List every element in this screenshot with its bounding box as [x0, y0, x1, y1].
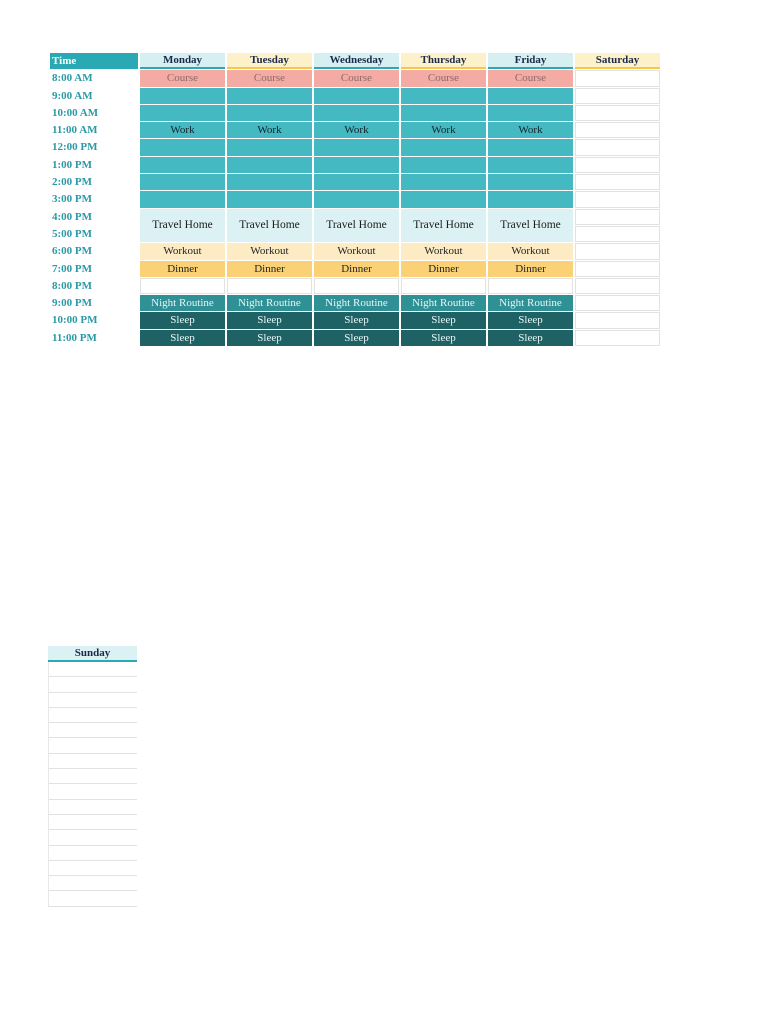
- workout-cell[interactable]: Workout: [488, 243, 573, 259]
- work-cell[interactable]: [401, 157, 486, 173]
- sunday-cell[interactable]: [48, 662, 137, 677]
- sunday-column: [48, 646, 137, 907]
- workout-cell[interactable]: Workout: [140, 243, 225, 259]
- empty-cell[interactable]: [575, 330, 660, 346]
- travel-cell[interactable]: Travel Home: [314, 209, 399, 243]
- night-routine-cell[interactable]: Night Routine: [140, 295, 225, 311]
- work-cell[interactable]: [401, 139, 486, 155]
- sunday-cell[interactable]: [48, 769, 137, 784]
- work-cell[interactable]: [401, 105, 486, 121]
- time-label[interactable]: 5:00 PM: [52, 227, 93, 240]
- time-row-8am: [50, 70, 660, 86]
- work-cell[interactable]: [314, 191, 399, 207]
- work-cell[interactable]: [488, 191, 573, 207]
- work-cell[interactable]: [401, 174, 486, 190]
- dinner-cell[interactable]: Dinner: [227, 261, 312, 277]
- empty-cell[interactable]: [140, 278, 225, 294]
- sunday-cell[interactable]: [48, 891, 137, 906]
- day-header-thursday[interactable]: Thursday: [401, 53, 486, 69]
- time-row-6pm: [50, 243, 660, 259]
- work-cell[interactable]: [488, 174, 573, 190]
- sleep-cell[interactable]: Sleep: [140, 312, 225, 328]
- work-cell[interactable]: [227, 174, 312, 190]
- night-routine-cell[interactable]: Night Routine: [401, 295, 486, 311]
- sunday-cell[interactable]: [48, 738, 137, 753]
- work-cell[interactable]: [314, 174, 399, 190]
- sleep-cell[interactable]: Sleep: [314, 312, 399, 328]
- empty-cell[interactable]: [575, 157, 660, 173]
- sunday-cell[interactable]: [48, 800, 137, 815]
- time-label[interactable]: 7:00 PM: [52, 262, 93, 275]
- time-label[interactable]: 6:00 PM: [52, 245, 93, 258]
- empty-cell[interactable]: [575, 209, 660, 225]
- sunday-cell[interactable]: [48, 708, 137, 723]
- time-row-11am: [50, 122, 660, 138]
- time-label[interactable]: 2:00 PM: [52, 176, 93, 189]
- time-label[interactable]: 9:00 PM: [52, 297, 93, 310]
- dinner-cell[interactable]: Dinner: [314, 261, 399, 277]
- day-header-wednesday[interactable]: Wednesday: [314, 53, 399, 69]
- work-cell[interactable]: [227, 191, 312, 207]
- sunday-cell[interactable]: [48, 677, 137, 692]
- travel-cell[interactable]: Travel Home: [488, 209, 573, 243]
- course-cell[interactable]: Course: [227, 70, 312, 86]
- time-row-7pm: [50, 261, 660, 277]
- sunday-cell[interactable]: [48, 861, 137, 876]
- dinner-cell[interactable]: Dinner: [401, 261, 486, 277]
- time-row-4pm: [50, 209, 660, 225]
- time-label[interactable]: 11:00 PM: [52, 331, 97, 344]
- time-row-1pm: [50, 157, 660, 173]
- time-row-12pm: [50, 139, 660, 155]
- empty-cell[interactable]: [575, 261, 660, 277]
- dinner-cell[interactable]: Dinner: [140, 261, 225, 277]
- sleep-cell[interactable]: Sleep: [488, 312, 573, 328]
- empty-cell[interactable]: [575, 312, 660, 328]
- work-cell[interactable]: [314, 139, 399, 155]
- workout-cell[interactable]: Workout: [401, 243, 486, 259]
- time-label[interactable]: 4:00 PM: [52, 210, 93, 223]
- empty-cell[interactable]: [575, 243, 660, 259]
- sunday-cell[interactable]: [48, 693, 137, 708]
- empty-cell[interactable]: [575, 174, 660, 190]
- work-cell[interactable]: Work: [140, 122, 225, 138]
- empty-cell[interactable]: [575, 139, 660, 155]
- time-header[interactable]: Time: [50, 53, 138, 69]
- workout-cell[interactable]: Workout: [314, 243, 399, 259]
- work-cell[interactable]: [488, 139, 573, 155]
- work-cell[interactable]: [401, 88, 486, 104]
- work-cell[interactable]: [140, 88, 225, 104]
- empty-cell[interactable]: [575, 122, 660, 138]
- empty-cell[interactable]: [575, 226, 660, 242]
- time-label[interactable]: 12:00 PM: [52, 141, 98, 154]
- time-label[interactable]: 8:00 AM: [52, 72, 93, 85]
- sleep-cell[interactable]: Sleep: [401, 330, 486, 346]
- sleep-cell[interactable]: Sleep: [227, 312, 312, 328]
- time-row-10am: [50, 105, 660, 121]
- time-row-3pm: [50, 191, 660, 207]
- sleep-cell[interactable]: Sleep: [140, 330, 225, 346]
- work-cell[interactable]: [314, 105, 399, 121]
- time-label[interactable]: 1:00 PM: [52, 158, 93, 171]
- time-row-8pm: [50, 278, 660, 294]
- work-cell[interactable]: [140, 174, 225, 190]
- work-cell[interactable]: Work: [488, 122, 573, 138]
- work-cell[interactable]: [488, 105, 573, 121]
- empty-cell[interactable]: [575, 105, 660, 121]
- dinner-cell[interactable]: Dinner: [488, 261, 573, 277]
- travel-cell[interactable]: Travel Home: [401, 209, 486, 243]
- time-label[interactable]: 8:00 PM: [52, 279, 93, 292]
- work-cell[interactable]: [140, 139, 225, 155]
- work-cell[interactable]: [227, 157, 312, 173]
- sleep-cell[interactable]: Sleep: [227, 330, 312, 346]
- course-cell[interactable]: Course: [314, 70, 399, 86]
- work-cell[interactable]: [140, 157, 225, 173]
- time-label[interactable]: 9:00 AM: [52, 89, 93, 102]
- work-cell[interactable]: [488, 157, 573, 173]
- day-header-friday[interactable]: Friday: [488, 53, 573, 69]
- empty-cell[interactable]: [314, 278, 399, 294]
- work-cell[interactable]: [140, 105, 225, 121]
- empty-cell[interactable]: [575, 295, 660, 311]
- sunday-cell[interactable]: [48, 754, 137, 769]
- travel-cell[interactable]: Travel Home: [140, 209, 225, 243]
- time-label[interactable]: 11:00 AM: [52, 124, 98, 137]
- work-cell[interactable]: [140, 191, 225, 207]
- empty-cell[interactable]: [575, 88, 660, 104]
- work-cell[interactable]: [227, 105, 312, 121]
- time-row-2pm: [50, 174, 660, 190]
- sleep-cell[interactable]: Sleep: [401, 312, 486, 328]
- work-cell[interactable]: [227, 88, 312, 104]
- work-cell[interactable]: [227, 139, 312, 155]
- sunday-cell[interactable]: [48, 784, 137, 799]
- night-routine-cell[interactable]: Night Routine: [314, 295, 399, 311]
- work-cell[interactable]: Work: [314, 122, 399, 138]
- work-cell[interactable]: [488, 88, 573, 104]
- day-header-tuesday[interactable]: Tuesday: [227, 53, 312, 69]
- work-cell[interactable]: [401, 191, 486, 207]
- time-row-10pm: [50, 312, 660, 328]
- empty-cell[interactable]: [575, 191, 660, 207]
- work-cell[interactable]: [314, 88, 399, 104]
- time-label[interactable]: 3:00 PM: [52, 193, 93, 206]
- empty-cell[interactable]: [575, 70, 660, 86]
- time-row-9pm: [50, 295, 660, 311]
- work-cell[interactable]: [314, 157, 399, 173]
- night-routine-cell[interactable]: Night Routine: [488, 295, 573, 311]
- night-routine-cell[interactable]: Night Routine: [227, 295, 312, 311]
- workout-cell[interactable]: Workout: [227, 243, 312, 259]
- sunday-cell[interactable]: [48, 723, 137, 738]
- course-cell[interactable]: Course: [140, 70, 225, 86]
- time-label[interactable]: 10:00 PM: [52, 314, 98, 327]
- sleep-cell[interactable]: Sleep: [314, 330, 399, 346]
- sunday-cell[interactable]: [48, 876, 137, 891]
- header-row: [50, 53, 660, 69]
- time-row-9am: [50, 88, 660, 104]
- work-cell[interactable]: Work: [227, 122, 312, 138]
- sunday-cell[interactable]: [48, 846, 137, 861]
- day-header-monday[interactable]: Monday: [140, 53, 225, 69]
- course-cell[interactable]: Course: [488, 70, 573, 86]
- empty-cell[interactable]: [575, 278, 660, 294]
- time-label[interactable]: 10:00 AM: [52, 106, 99, 119]
- sunday-cell[interactable]: [48, 815, 137, 830]
- day-header-sunday[interactable]: Sunday: [48, 646, 137, 662]
- day-header-saturday[interactable]: Saturday: [575, 53, 660, 69]
- schedule-sheet: [48, 52, 662, 347]
- weekly-schedule-table: [48, 52, 662, 347]
- empty-cell[interactable]: [488, 278, 573, 294]
- time-row-11pm: [50, 330, 660, 346]
- empty-cell[interactable]: [227, 278, 312, 294]
- sleep-cell[interactable]: Sleep: [488, 330, 573, 346]
- empty-cell[interactable]: [401, 278, 486, 294]
- sunday-cell[interactable]: [48, 830, 137, 845]
- travel-cell[interactable]: Travel Home: [227, 209, 312, 243]
- work-cell[interactable]: Work: [401, 122, 486, 138]
- course-cell[interactable]: Course: [401, 70, 486, 86]
